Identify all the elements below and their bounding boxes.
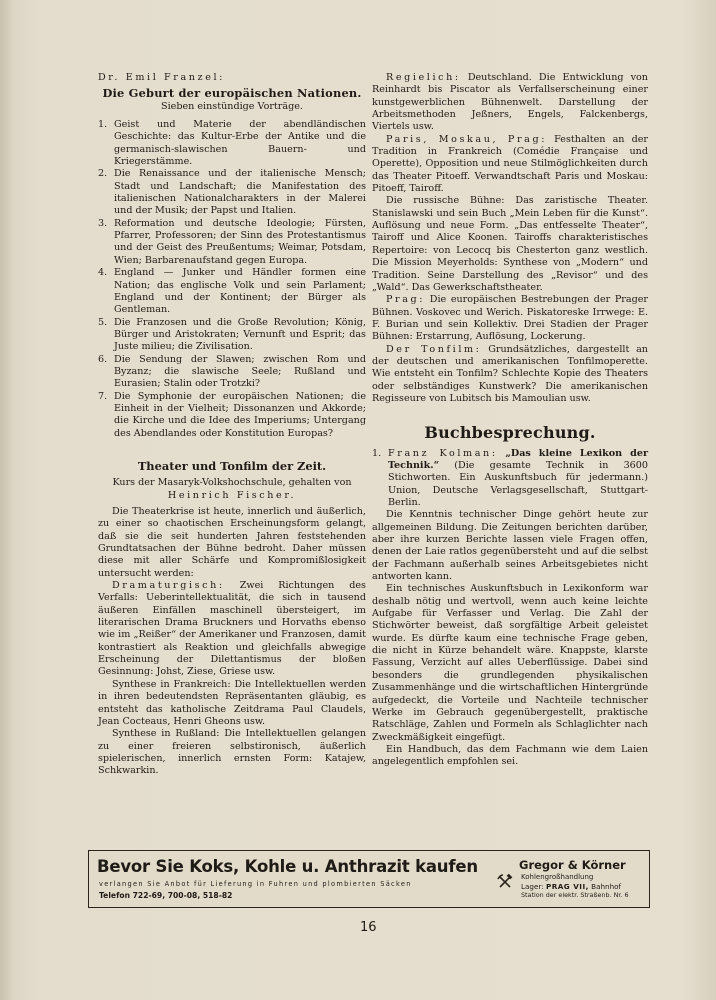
theater-paragraph-4: Synthese in Rußland: Die Intellektuellen gelangen zu einer freieren selbstironisch, äußerlich spielerischen, innerlich ernsten Form: Katajew, Schkwarkin.: [98, 728, 366, 777]
right-column: [372, 72, 648, 769]
lecture-series-title: Die Geburt der europäischen Nationen.: [102, 86, 362, 101]
book-review-paragraph-1: Die Kenntnis technischer Dinge gehört heute zur allgemeinen Bildung. Die Zeitungen berichten darüber, aber ihre kurzen Berichte lassen viele Fragen offen, denen der Laie ratlos gegenübersteht und auf die selbst der Fachmann außerhalb seines Arbeitsgebietes nicht antworten kann.: [372, 509, 648, 583]
lecture-author: Dr. Emil Franzel:: [98, 72, 225, 83]
book-review-title: Buchbesprechung.: [424, 423, 596, 443]
theater-paragraph-9: Der Tonfilm: Grundsätzliches, dargestellt an der deutschen und amerikanischen Tonfilmoperette. Wie entsteht ein Tonfilm? Schlechte Kopie des Theaters oder selbständiges Kunstwerk? Die amerikanischen Regisseure von Lubitsch bis Mamoulian usw.: [372, 343, 648, 404]
list-item: 5. Die Franzosen und die Große Revolution; König, Bürger und Aristokraten; Vernunft und Esprit; das Juste milieu; die Zivilisation.: [98, 316, 366, 353]
ad-tram-station: Station der elektr. Straßenb. Nr. 6: [521, 891, 629, 899]
coal-advertisement: [88, 850, 650, 908]
list-item: 6. Die Sendung der Slawen; zwischen Rom und Byzanz; die slawische Seele; Rußland und Eurasien; Stalin oder Trotzki?: [98, 353, 366, 390]
book-review-paragraph-2: Ein technisches Auskunftsbuch in Lexikonform war deshalb nötig und wertvoll, wenn auch keine leichte Aufgabe für Verfasser und Verlag. Die Zahl der Stichwörter beweist, daß sorgfältige Arbeit geleistet wurde. Es dürfte kaum eine technische Frage geben, die nicht in Kürze behandelt wäre. Knappste, klarste Fassung, Verzicht auf alles Ueberflüssige. Dabei sind besonders die grundlegenden physikalischen Zusammenhänge und die wirtschaftlichen Hintergründe aufgedeckt, die Vorteile und Nachteile technischer Werke im Gebrauch gegenübergestellt, praktische Ratschläge, Zahlen und Formeln als Schlaglichter nach Zweckmäßigkeit eingefügt.: [372, 583, 648, 743]
left-column: [98, 72, 366, 778]
theater-paragraph-3: Synthese in Frankreich: Die Intellektuellen werden in ihren bedeutendsten Repräsentanten gläubig, es entsteht das katholische Zeitdrama Paul Claudels, Jean Cocteaus, Henri Gheons usw.: [98, 678, 366, 727]
ad-headline: Bevor Sie Koks, Kohle u. Anthrazit kaufen: [97, 857, 478, 876]
list-item: 2. Die Renaissance und der italienische Mensch; Stadt und Landschaft; die Manifestation des italienischen Nationalcharakters in der Malerei und der Musik; der Papst und Italien.: [98, 168, 366, 217]
theater-paragraph-6: Paris, Moskau, Prag: Festhalten an der Tradition in Frankreich (Comédie Française und Operette), Opposition und neue Stilmöglichkeiten durch das Theater Pitoeff. Verwandtschaft Paris und Moskau: Pitoeff, Tairoff.: [372, 133, 648, 195]
hammer-and-pick-icon: [497, 874, 513, 890]
list-item: 4. England — Junker und Händler formen eine Nation; das englische Volk und sein Parlament; England und der Kontinent; der Bürger als Gentleman.: [98, 267, 366, 316]
course-info: Kurs der Masaryk-Volkshochschule, gehalten von: [112, 477, 352, 489]
theater-section-title: Theater und Tonfilm der Zeit.: [137, 458, 327, 473]
ad-company-type: Kohlengroßhandlung: [521, 873, 594, 881]
course-lecturer: Heinrich Fischer.: [167, 489, 297, 501]
theater-paragraph-2: Dramaturgisch: Zwei Richtungen des Verfalls: Ueberintellektualität, die sich in tausend äußeren Einfällen maschinell übersteigert, im literarischen Drama Bruckners und Horvaths ebenso wie im „Reißer“ der Amerikaner und Franzosen, damit kontrastiert als Reaktion und gleichfalls abwegige Erscheinung der Dilettantismus der bloßen Gesinnung: Johst, Ziese, Griese usw.: [98, 580, 366, 678]
page-number: 16: [360, 920, 377, 935]
theater-paragraph-7: Die russische Bühne: Das zaristische Theater. Stanislawski und sein Buch „Mein Leben für die Kunst“. Auflösung und neue Form. „Das entfesselte Theater“, Tairoff und Alice Koonen. Tairoffs charakteristisches Repertoire: von Lecocq bis Chesterton ganz westlich. Die Mission Meyerholds: Synthese von „Modern“ und Tradition. Seine Darstellung des „Revisor“ und des „Wald“. Das Gewerkschaftstheater.: [372, 195, 648, 293]
theater-paragraph-5: Regielich: Deutschland. Die Entwicklung von Reinhardt bis Piscator als Verfallserscheinung einer kunstgewerblichen Bühnenwelt. Darstellung der Arbeitsmethoden Jeßners, Engels, Falckenbergs, Viertels usw.: [372, 72, 648, 133]
book-review-paragraph-3: Ein Handbuch, das dem Fachmann wie dem Laien angelegentlich empfohlen sei.: [372, 743, 648, 768]
ad-subline: verlangen Sie Anbot für Lieferung in Fuhren und plombierten Säcken: [99, 880, 412, 888]
ad-company-name: Gregor & Körner: [519, 858, 626, 872]
list-item: 3. Reformation und deutsche Ideologie; Fürsten, Pfarrer, Professoren; der Sinn des Protestantismus und der Geist des Preußentums; Weimar, Potsdam, Wien; Barbarenaufstand gegen Europa.: [98, 217, 366, 266]
ad-phone: Telefon 722-69, 700-08, 518-82: [99, 891, 233, 900]
ad-warehouse-address: Lager: PRAG VII, Bahnhof: [521, 882, 622, 891]
theater-paragraph-8: Prag: Die europäischen Bestrebungen der Prager Bühnen. Voskovec und Werich. Piskatoreske Irrwege: E. F. Burian und sein Kollektiv. Drei Stadien der Prager Bühnen: Erstarrung, Auflösung, Lockerung.: [372, 294, 648, 343]
lecture-series-subtitle: Sieben einstündige Vorträge.: [161, 100, 303, 112]
list-item: 7. Die Symphonie der europäischen Nationen; die Einheit in der Vielheit; Dissonanzen und Akkorde; die Kirche und die Idee des Imperiums; Untergang des Abendlandes oder Konstitution Europas?: [98, 390, 366, 439]
theater-paragraph-1: Die Theaterkrise ist heute, innerlich und äußerlich, zu einer so chaotischen Erscheinungsform gelangt, daß sie die seit hunderten Jahren feststehenden Grundtatsachen der Bühne bedroht. Daher müssen diese mit aller Schärfe und Kompromißlosigkeit untersucht werden:: [98, 506, 366, 579]
book-entry: 1. Franz Kolman: „Das kleine Lexikon der Technik.“ (Die gesamte Technik in 3600 Stichworten. Ein Auskunftsbuch für jedermann.) Union, Deutsche Verlagsgesellschaft, Stuttgart-Berlin.: [372, 447, 648, 508]
list-item: 1. Geist und Materie der abendländischen Geschichte: das Kultur-Erbe der Antike und die germanisch-slawischen Bauern- und Kriegerstämme.: [98, 119, 366, 168]
lecture-list: [98, 119, 366, 440]
